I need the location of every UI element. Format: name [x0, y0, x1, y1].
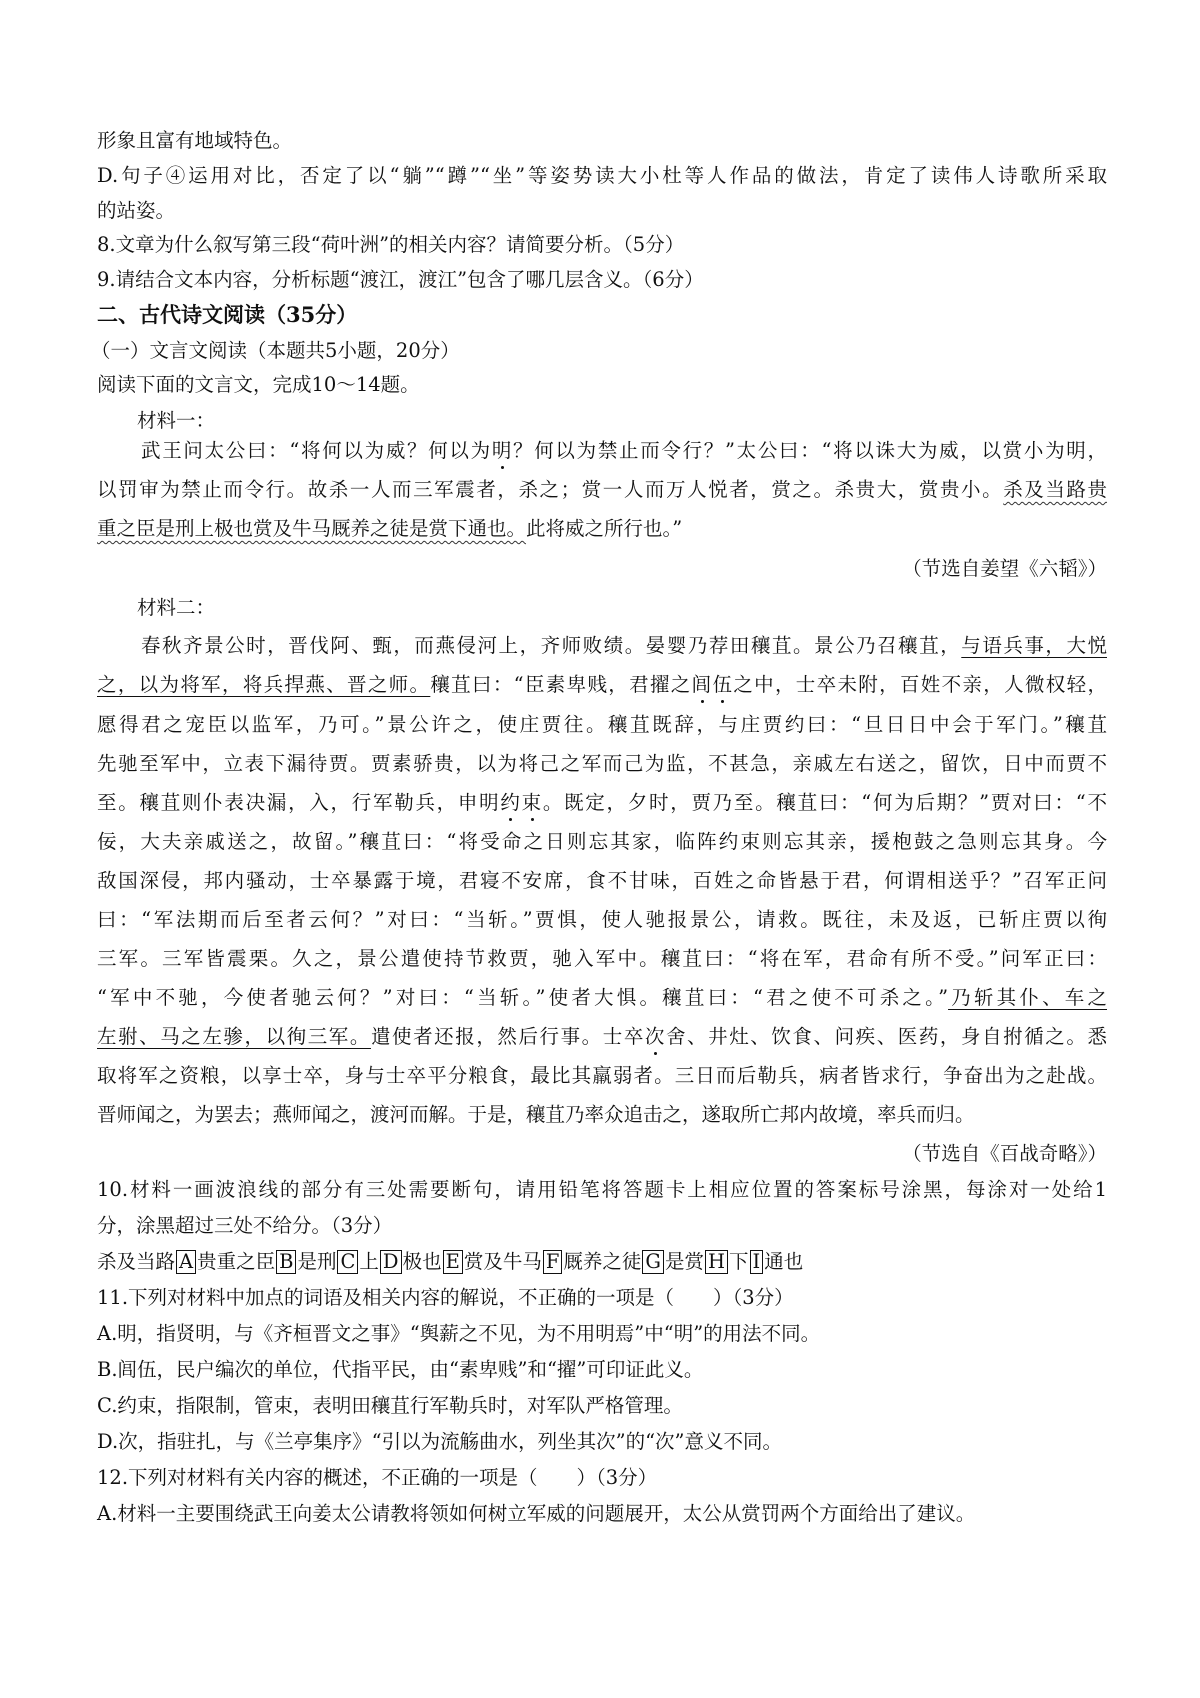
option-box-f: F [543, 1250, 563, 1274]
dotted-word: 闾 [691, 673, 713, 696]
option-box-b: B [276, 1250, 296, 1274]
dotted-word: 伍 [712, 673, 734, 696]
material-2-line: 先驰至军中，立表下漏待贾。贾素骄贵，以为将己之军而己为监，不甚急，亲戚左右送之，留饮，日中而贾不 [97, 752, 1107, 775]
material-2-line: 愿得君之宠臣以监军，乃可。”景公许之，使庄贾往。穰苴既辞，与庄贾约曰：“旦日日中会于军门。”穰苴 [97, 713, 1107, 736]
option-box-d: D [380, 1250, 402, 1274]
material-1-line: 武王问太公曰：“将何以为威？何以为明？何以为禁止而令行？”太公曰：“将以诛大为威，以赏小为明， [141, 439, 1107, 462]
material-2-line: 之，以为将军，将兵捍燕、晋之师。穰苴曰：“臣素卑贱，君擢之闾伍之中，士卒未附，百姓不亲，人微权轻， [97, 673, 1107, 696]
q7-option-d-line2: 的站姿。 [97, 199, 176, 222]
material-2-source: （节选自《百战奇略》） [902, 1142, 1107, 1165]
wavy-underline-text: 重之臣是刑上极也赏及牛马厩养之徒是赏下通也。 [97, 517, 527, 540]
option-box-e: E [443, 1250, 463, 1274]
option-box-c: C [337, 1250, 358, 1274]
q7-option-d-line1: D.句子④运用对比，否定了以“躺”“蹲”“坐”等姿势读大小杜等人作品的做法，肯定了读伟人诗歌所采取 [97, 164, 1107, 187]
material-2-line: “军中不驰，今使者驰云何？”对曰：“当斩。”使者大惧。穰苴曰：“君之使不可杀之。”乃斩其仆、车之 [97, 986, 1107, 1009]
material-2-line: 左驸、马之左骖，以徇三军。遣使者还报，然后行事。士卒次舍、井灶、饮食、问疾、医药，身自拊循之。悉 [97, 1025, 1107, 1048]
question-10-line2: 分，涂黑超过三处不给分。（3分） [97, 1214, 393, 1237]
underlined-text: 与语兵事，大悦 [961, 634, 1107, 657]
question-12-stem: 12.下列对材料有关内容的概述，不正确的一项是（ ）（3分） [97, 1466, 658, 1489]
underlined-text: 乃斩其仆、车之 [948, 986, 1107, 1009]
material-2-line: 至。穰苴则仆表决漏，入，行军勒兵，申明约束。既定，夕时，贾乃至。穰苴曰：“何为后期？”贾对曰：“不 [97, 791, 1107, 814]
dotted-word-ming: 明 [491, 439, 514, 462]
question-11-option-a: A.明，指贤明，与《齐桓晋文之事》“舆薪之不见，为不用明焉”中“明”的用法不同。 [97, 1322, 821, 1345]
material-2-label: 材料二： [137, 596, 216, 619]
dotted-word: 次 [644, 1025, 666, 1048]
option-box-g: G [642, 1250, 664, 1274]
material-2-line: 晋师闻之，为罢去；燕师闻之，渡河而解。于是，穰苴乃率众追击之，遂取所亡邦内故境，率兵而归。 [97, 1103, 975, 1126]
section-2-title: 二、古代诗文阅读（35分） [97, 302, 358, 327]
wavy-underline-text: 杀及当路贵 [1003, 478, 1107, 501]
q7-option-c-tail: 形象且富有地域特色。 [97, 129, 293, 152]
option-box-a: A [176, 1250, 196, 1274]
material-1-line: 以罚审为禁止而令行。故杀一人而三军震者，杀之；赏一人而万人悦者，赏之。杀贵大，赏贵小。杀及当路贵 [97, 478, 1107, 501]
material-2-line: 春秋齐景公时，晋伐阿、甄，而燕侵河上，齐师败绩。晏婴乃荐田穰苴。景公乃召穰苴，与语兵事，大悦 [141, 634, 1107, 657]
sentence-break-options: 杀及当路 A 贵重之臣 B 是刑 C 上 D 极也 E 赏及牛马 F 厩养之徒 G 是赏 H 下 I 通也 [97, 1250, 804, 1273]
question-9: 9.请结合文本内容，分析标题“渡江，渡江”包含了哪几层含义。（6分） [97, 268, 704, 291]
passage-instruction: 阅读下面的文言文，完成10～14题。 [97, 373, 420, 396]
underlined-text: 之，以为将军，将兵捍燕、晋之师。 [97, 673, 431, 696]
question-11-option-d: D.次，指驻扎，与《兰亭集序》“引以为流觞曲水，列坐其次”的“次”意义不同。 [97, 1430, 783, 1453]
section-2-subtitle: （一）文言文阅读（本题共5小题，20分） [91, 339, 460, 362]
material-1-line: 重之臣是刑上极也赏及牛马厩养之徒是赏下通也。此将威之所行也。” [97, 517, 683, 540]
material-1-label: 材料一： [137, 409, 216, 432]
material-2-line: 取将军之资粮，以享士卒，身与士卒平分粮食，最比其羸弱者。三日而后勒兵，病者皆求行，争奋出为之赴战。 [97, 1064, 1107, 1087]
material-2-line: 三军。三军皆震栗。久之，景公遣使持节救贾，驰入军中。穰苴曰：“将在军，君命有所不受。”问军正曰： [97, 947, 1107, 970]
question-10-line1: 10.材料一画波浪线的部分有三处需要断句，请用铅笔将答题卡上相应位置的答案标号涂黑，每涂对一处给1 [97, 1178, 1107, 1201]
dotted-word: 约 [500, 791, 522, 814]
question-11-stem: 11.下列对材料中加点的词语及相关内容的解说，不正确的一项是（ ）（3分） [97, 1286, 794, 1309]
option-box-h: H [705, 1250, 728, 1274]
material-2-line: 曰：“军法期而后至者云何？”对曰：“当斩。”贾惧，使人驰报景公，请救。既往，未及返，已斩庄贾以徇 [97, 908, 1107, 931]
question-11-option-c: C.约束，指限制，管束，表明田穰苴行军勒兵时，对军队严格管理。 [97, 1394, 683, 1417]
material-2-line: 敌国深侵，邦内骚动，士卒暴露于境，君寝不安席，食不甘味，百姓之命皆悬于君，何谓相送乎？”召军正问 [97, 869, 1107, 892]
material-2-line: 佞，大夫亲戚送之，故留。”穰苴曰：“将受命之日则忘其家，临阵约束则忘其亲，援枹鼓之急则忘其身。今 [97, 830, 1107, 853]
option-box-i: I [750, 1250, 764, 1274]
question-8: 8.文章为什么叙写第三段“荷叶洲”的相关内容？请简要分析。（5分） [97, 233, 685, 256]
question-11-option-b: B.闾伍，民户编次的单位，代指平民，由“素卑贱”和“擢”可印证此义。 [97, 1358, 704, 1381]
question-12-option-a: A.材料一主要围绕武王向姜太公请教将领如何树立军威的问题展开，太公从赏罚两个方面给出了建议。 [97, 1502, 976, 1525]
material-1-source: （节选自姜望《六韬》） [902, 557, 1107, 580]
underlined-text: 左驸、马之左骖，以徇三军。 [97, 1025, 371, 1048]
dotted-word: 束 [521, 791, 543, 814]
